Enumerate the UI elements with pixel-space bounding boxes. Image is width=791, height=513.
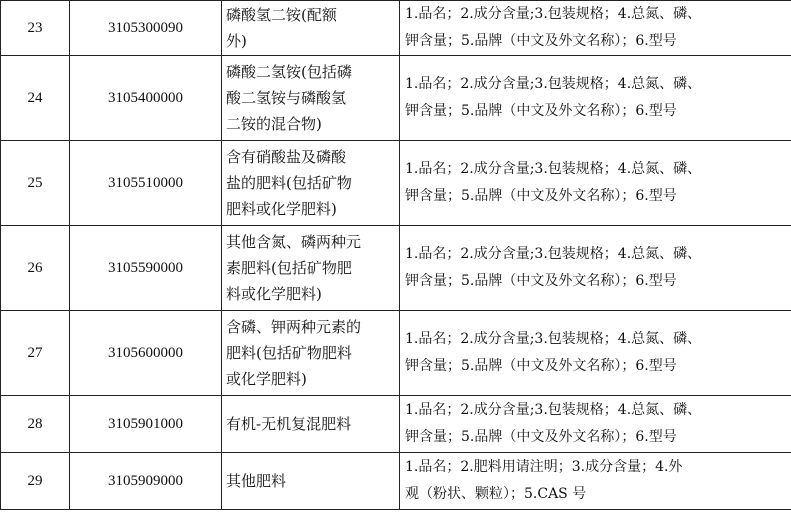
row-number: 25	[1, 141, 70, 226]
hs-code: 3105909000	[70, 453, 222, 510]
row-number: 26	[1, 226, 70, 311]
hs-code: 3105600000	[70, 311, 222, 396]
row-number: 23	[1, 1, 70, 56]
table-row	[1, 396, 791, 453]
declaration-requirements	[400, 56, 791, 141]
requirement-line: 1.品名；2.成分含量;3.包装规格；4.总氮、磷、	[405, 6, 702, 22]
requirement-line: 1.品名；2.成分含量;3.包装规格；4.总氮、磷、	[405, 161, 702, 177]
requirement-line: 1.品名；2.成分含量;3.包装规格；4.总氮、磷、	[405, 246, 702, 262]
product-name	[222, 396, 400, 453]
table-row	[1, 56, 791, 141]
requirement-line: 1.品名；2.成分含量;3.包装规格；4.总氮、磷、	[405, 76, 702, 92]
product-name-line: 含有硝酸盐及磷酸	[226, 148, 347, 166]
table-row	[1, 1, 791, 56]
product-name	[222, 141, 400, 226]
requirement-line: 钾含量；5.品牌（中文及外文名称）；6.型号	[405, 33, 677, 49]
row-number: 29	[1, 453, 70, 510]
declaration-requirements	[400, 226, 791, 311]
requirement-line: 钾含量；5.品牌（中文及外文名称）；6.型号	[405, 429, 677, 445]
product-name-line: 含磷、钾两种元素的	[226, 318, 362, 336]
product-name-line: 其他含氮、磷两种元	[226, 233, 362, 251]
row-number: 24	[1, 56, 70, 141]
product-name-line: 肥料或化学肥料)	[226, 200, 337, 218]
product-name-line: 磷酸氢二铵(配额	[226, 6, 337, 24]
hs-code: 3105300090	[70, 1, 222, 56]
hs-code: 3105400000	[70, 56, 222, 141]
product-name-line: 酸二氢铵与磷酸氢	[226, 89, 347, 107]
product-name-line: 磷酸二氢铵(包括磷	[226, 63, 352, 81]
requirement-line: 1.品名；2.成分含量;3.包装规格；4.总氮、磷、	[405, 331, 702, 347]
product-name-line: 二铵的混合物)	[226, 115, 322, 133]
hs-code: 3105590000	[70, 226, 222, 311]
hs-code: 3105510000	[70, 141, 222, 226]
product-name	[222, 56, 400, 141]
table-row	[1, 453, 791, 510]
requirement-line: 钾含量；5.品牌（中文及外文名称）；6.型号	[405, 188, 677, 204]
requirement-line: 观（粉状、颗粒）；5.CAS 号	[405, 486, 587, 502]
table-row	[1, 226, 791, 311]
product-name-line: 或化学肥料)	[226, 370, 307, 388]
requirement-line: 钾含量；5.品牌（中文及外文名称）；6.型号	[405, 273, 677, 289]
declaration-requirements	[400, 1, 791, 56]
product-name-line: 有机-无机复混肥料	[226, 415, 352, 433]
product-name	[222, 226, 400, 311]
requirement-line: 钾含量；5.品牌（中文及外文名称）；6.型号	[405, 103, 677, 119]
product-name-line: 素肥料(包括矿物肥	[226, 259, 352, 277]
product-name-line: 外)	[226, 32, 247, 50]
product-name-line: 肥料(包括矿物肥料	[226, 344, 352, 362]
product-name-line: 其他肥料	[226, 472, 287, 490]
declaration-requirements	[400, 141, 791, 226]
row-number: 28	[1, 396, 70, 453]
product-name	[222, 311, 400, 396]
product-name-line: 盐的肥料(包括矿物	[226, 174, 352, 192]
product-name	[222, 1, 400, 56]
declaration-requirements	[400, 311, 791, 396]
table-row	[1, 311, 791, 396]
hs-code: 3105901000	[70, 396, 222, 453]
requirement-line: 1.品名；2.肥料用请注明；3.成分含量；4.外	[405, 459, 683, 475]
product-name-line: 料或化学肥料)	[226, 285, 322, 303]
product-name	[222, 453, 400, 510]
requirement-line: 钾含量；5.品牌（中文及外文名称）；6.型号	[405, 358, 677, 374]
row-number: 27	[1, 311, 70, 396]
declaration-requirements	[400, 396, 791, 453]
requirement-line: 1.品名；2.成分含量;3.包装规格；4.总氮、磷、	[405, 402, 702, 418]
table-row	[1, 141, 791, 226]
declaration-requirements	[400, 453, 791, 510]
